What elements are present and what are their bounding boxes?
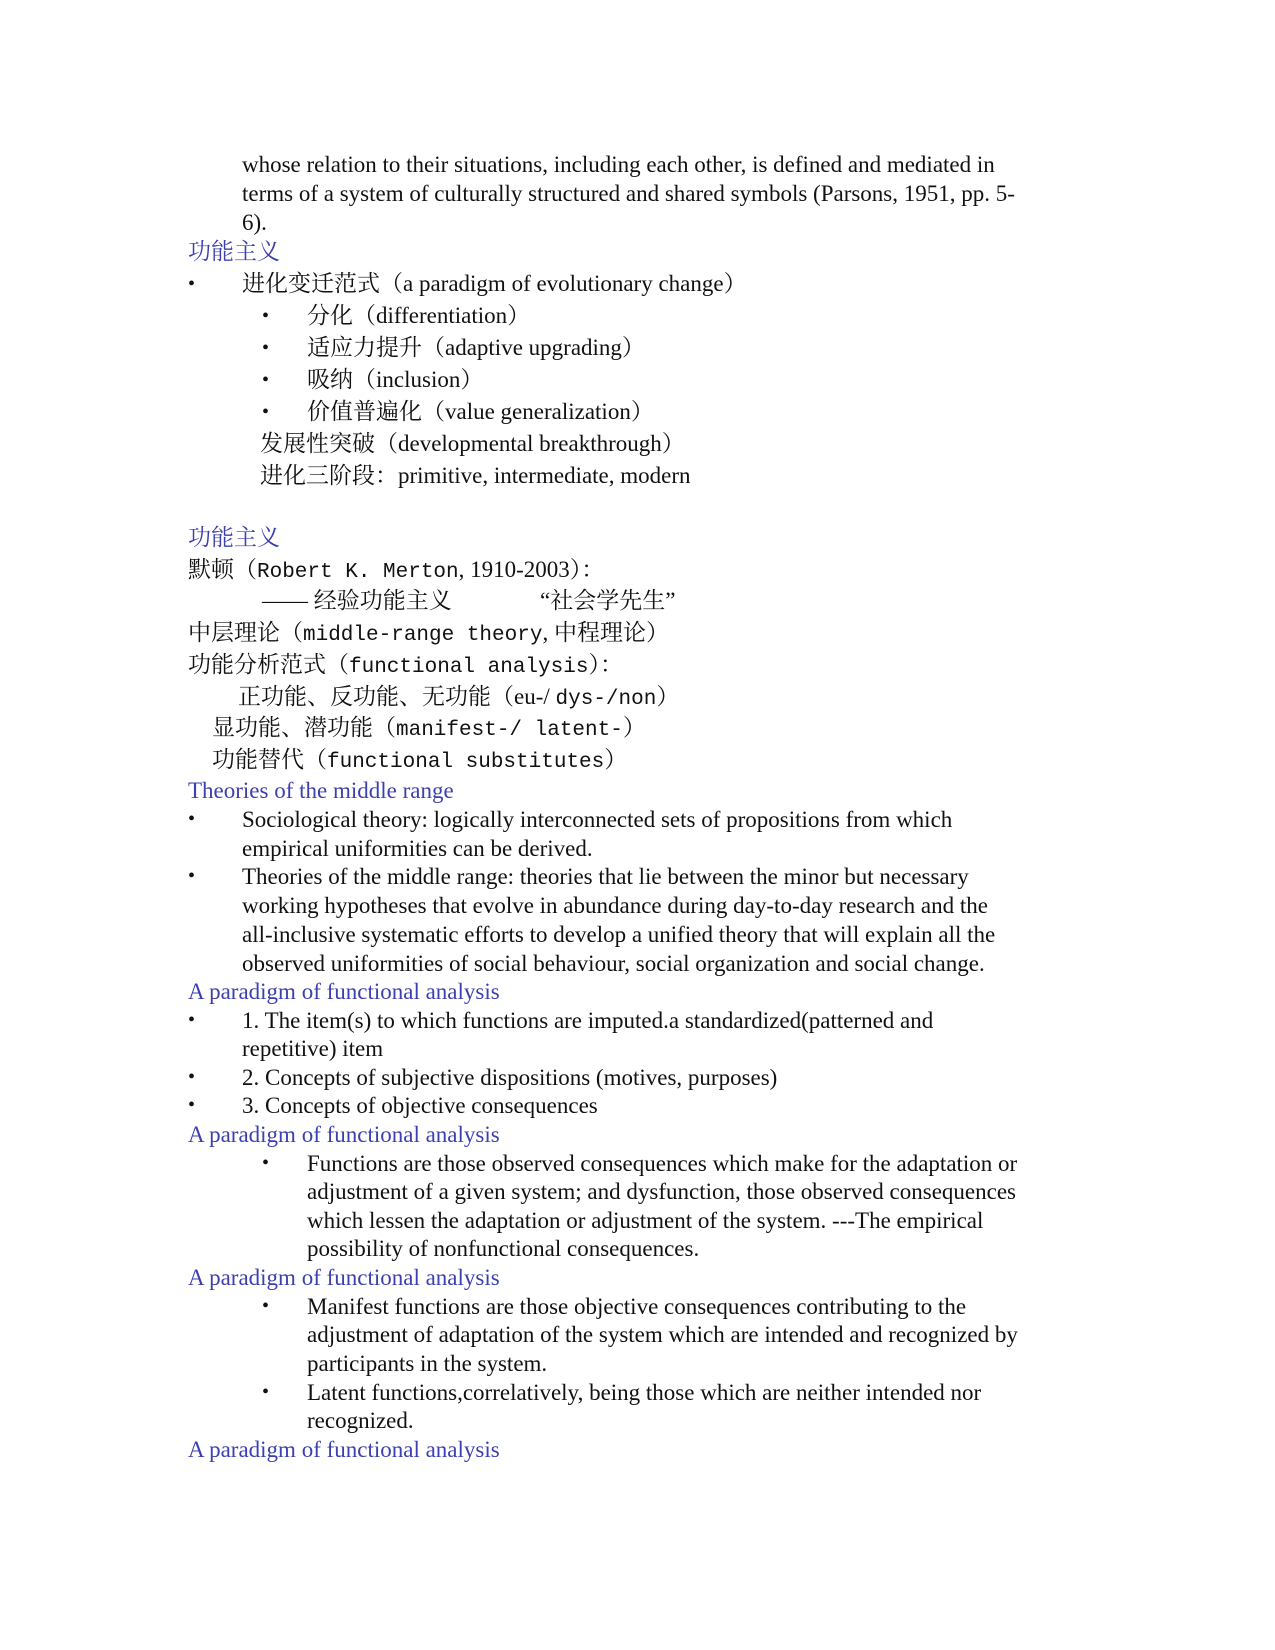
paragraph-line: 2. Concepts of subjective dispositions (motives, purposes) [242, 1065, 778, 1090]
note-line: 发展性突破（developmental breakthrough） [260, 431, 685, 456]
text-span: 正功能、反功能、无功能（eu-/ [238, 684, 556, 709]
text-span: manifest-/ latent- [396, 719, 623, 742]
section-heading: A paradigm of functional analysis [188, 979, 500, 1004]
empirical-functionalism: —— 经验功能主义 [262, 588, 452, 613]
bullet: • [262, 1152, 270, 1174]
substitutes-line [212, 745, 627, 777]
section-heading: 功能主义 [188, 239, 280, 264]
sub-list-item: 适应力提升（adaptive upgrading） [307, 335, 645, 360]
paragraph-line: Theories of the middle range: theories that lie between the minor but necessary [242, 864, 969, 889]
note-line: 进化三阶段：primitive, intermediate, modern [260, 463, 691, 488]
bullet: • [188, 865, 196, 887]
intro-line-2: terms of a system of culturally structured and shared symbols (Parsons, 1951, pp. 5- [242, 181, 1015, 206]
text-span: 功能分析范式（ [188, 652, 349, 677]
paragraph-line: Functions are those observed consequences which make for the adaptation or [307, 1151, 1018, 1176]
bullet: • [262, 1295, 270, 1317]
text-span: 功能替代（ [212, 747, 327, 772]
bullet: • [262, 1381, 270, 1403]
paragraph-line: participants in the system. [307, 1351, 548, 1376]
paragraph-line: Manifest functions are those objective consequences contributing to the [307, 1294, 967, 1319]
bullet: • [262, 401, 270, 423]
text-span: dys-/non [555, 688, 657, 711]
bullet: • [188, 1066, 196, 1088]
section-heading: Theories of the middle range [188, 778, 454, 803]
paragraph-line: empirical uniformities can be derived. [242, 836, 593, 861]
paragraph-line: which lessen the adaptation or adjustment of the system. ---The empirical [307, 1208, 984, 1233]
text-span: , 中程理论） [542, 620, 669, 645]
paragraph-line: observed uniformities of social behaviour, social organization and social change. [242, 951, 985, 976]
text-span: 显功能、潜功能（ [212, 715, 396, 740]
bullet: • [188, 273, 196, 295]
merton-line [188, 555, 604, 587]
middle-range-line [188, 618, 669, 650]
paragraph-line: working hypotheses that evolve in abundance during day-to-day research and the [242, 893, 988, 918]
bullet: • [262, 337, 270, 359]
paragraph-line: adjustment of a given system; and dysfunction, those observed consequences [307, 1179, 1017, 1204]
text-span: 中层理论（ [188, 620, 303, 645]
sub-list-item: 价值普遍化（value generalization） [307, 399, 654, 424]
list-item: 进化变迁范式（a paradigm of evolutionary change） [242, 271, 747, 296]
paragraph-line: Latent functions,correlatively, being those which are neither intended nor [307, 1380, 982, 1405]
section-heading: A paradigm of functional analysis [188, 1437, 500, 1462]
sub-list-item: 分化（differentiation） [307, 303, 531, 328]
section-heading: A paradigm of functional analysis [188, 1265, 500, 1290]
paragraph-line: possibility of nonfunctional consequences. [307, 1236, 700, 1261]
nickname: “社会学先生” [540, 588, 676, 613]
text-span: functional analysis [349, 656, 589, 679]
paragraph-line: 1. The item(s) to which functions are imputed.a standardized(patterned and [242, 1008, 934, 1033]
text-span: middle-range theory [303, 624, 543, 647]
text-span: ）： [588, 652, 623, 677]
sub-list-item: 吸纳（inclusion） [307, 367, 484, 392]
intro-line-1: whose relation to their situations, including each other, is defined and mediated in [242, 152, 995, 177]
bullet: • [188, 1094, 196, 1116]
paragraph-line: recognized. [307, 1408, 414, 1433]
text-span: ） [622, 715, 646, 740]
paragraph-line: all-inclusive systematic efforts to develop a unified theory that will explain all the [242, 922, 996, 947]
function-types-line [238, 682, 679, 714]
functional-analysis-line [188, 650, 623, 682]
text-span: ） [604, 747, 628, 772]
paragraph-line: Sociological theory: logically interconnected sets of propositions from which [242, 807, 953, 832]
bullet: • [262, 369, 270, 391]
manifest-latent-line [212, 713, 646, 745]
paragraph-line: adjustment of adaptation of the system which are intended and recognized by [307, 1322, 1018, 1347]
text-span: ） [656, 684, 680, 709]
bullet: • [262, 305, 270, 327]
paragraph-line: repetitive) item [242, 1036, 384, 1061]
intro-line-3: 6). [242, 210, 267, 235]
merton-years: , 1910-2003）： [458, 557, 605, 582]
merton-label: 默顿（ [188, 557, 257, 582]
merton-name: Robert K. Merton [257, 561, 459, 584]
section-heading: A paradigm of functional analysis [188, 1122, 500, 1147]
section-heading: 功能主义 [188, 525, 280, 550]
paragraph-line: 3. Concepts of objective consequences [242, 1093, 598, 1118]
text-span: functional substitutes [327, 751, 605, 774]
bullet: • [188, 808, 196, 830]
bullet: • [188, 1009, 196, 1031]
